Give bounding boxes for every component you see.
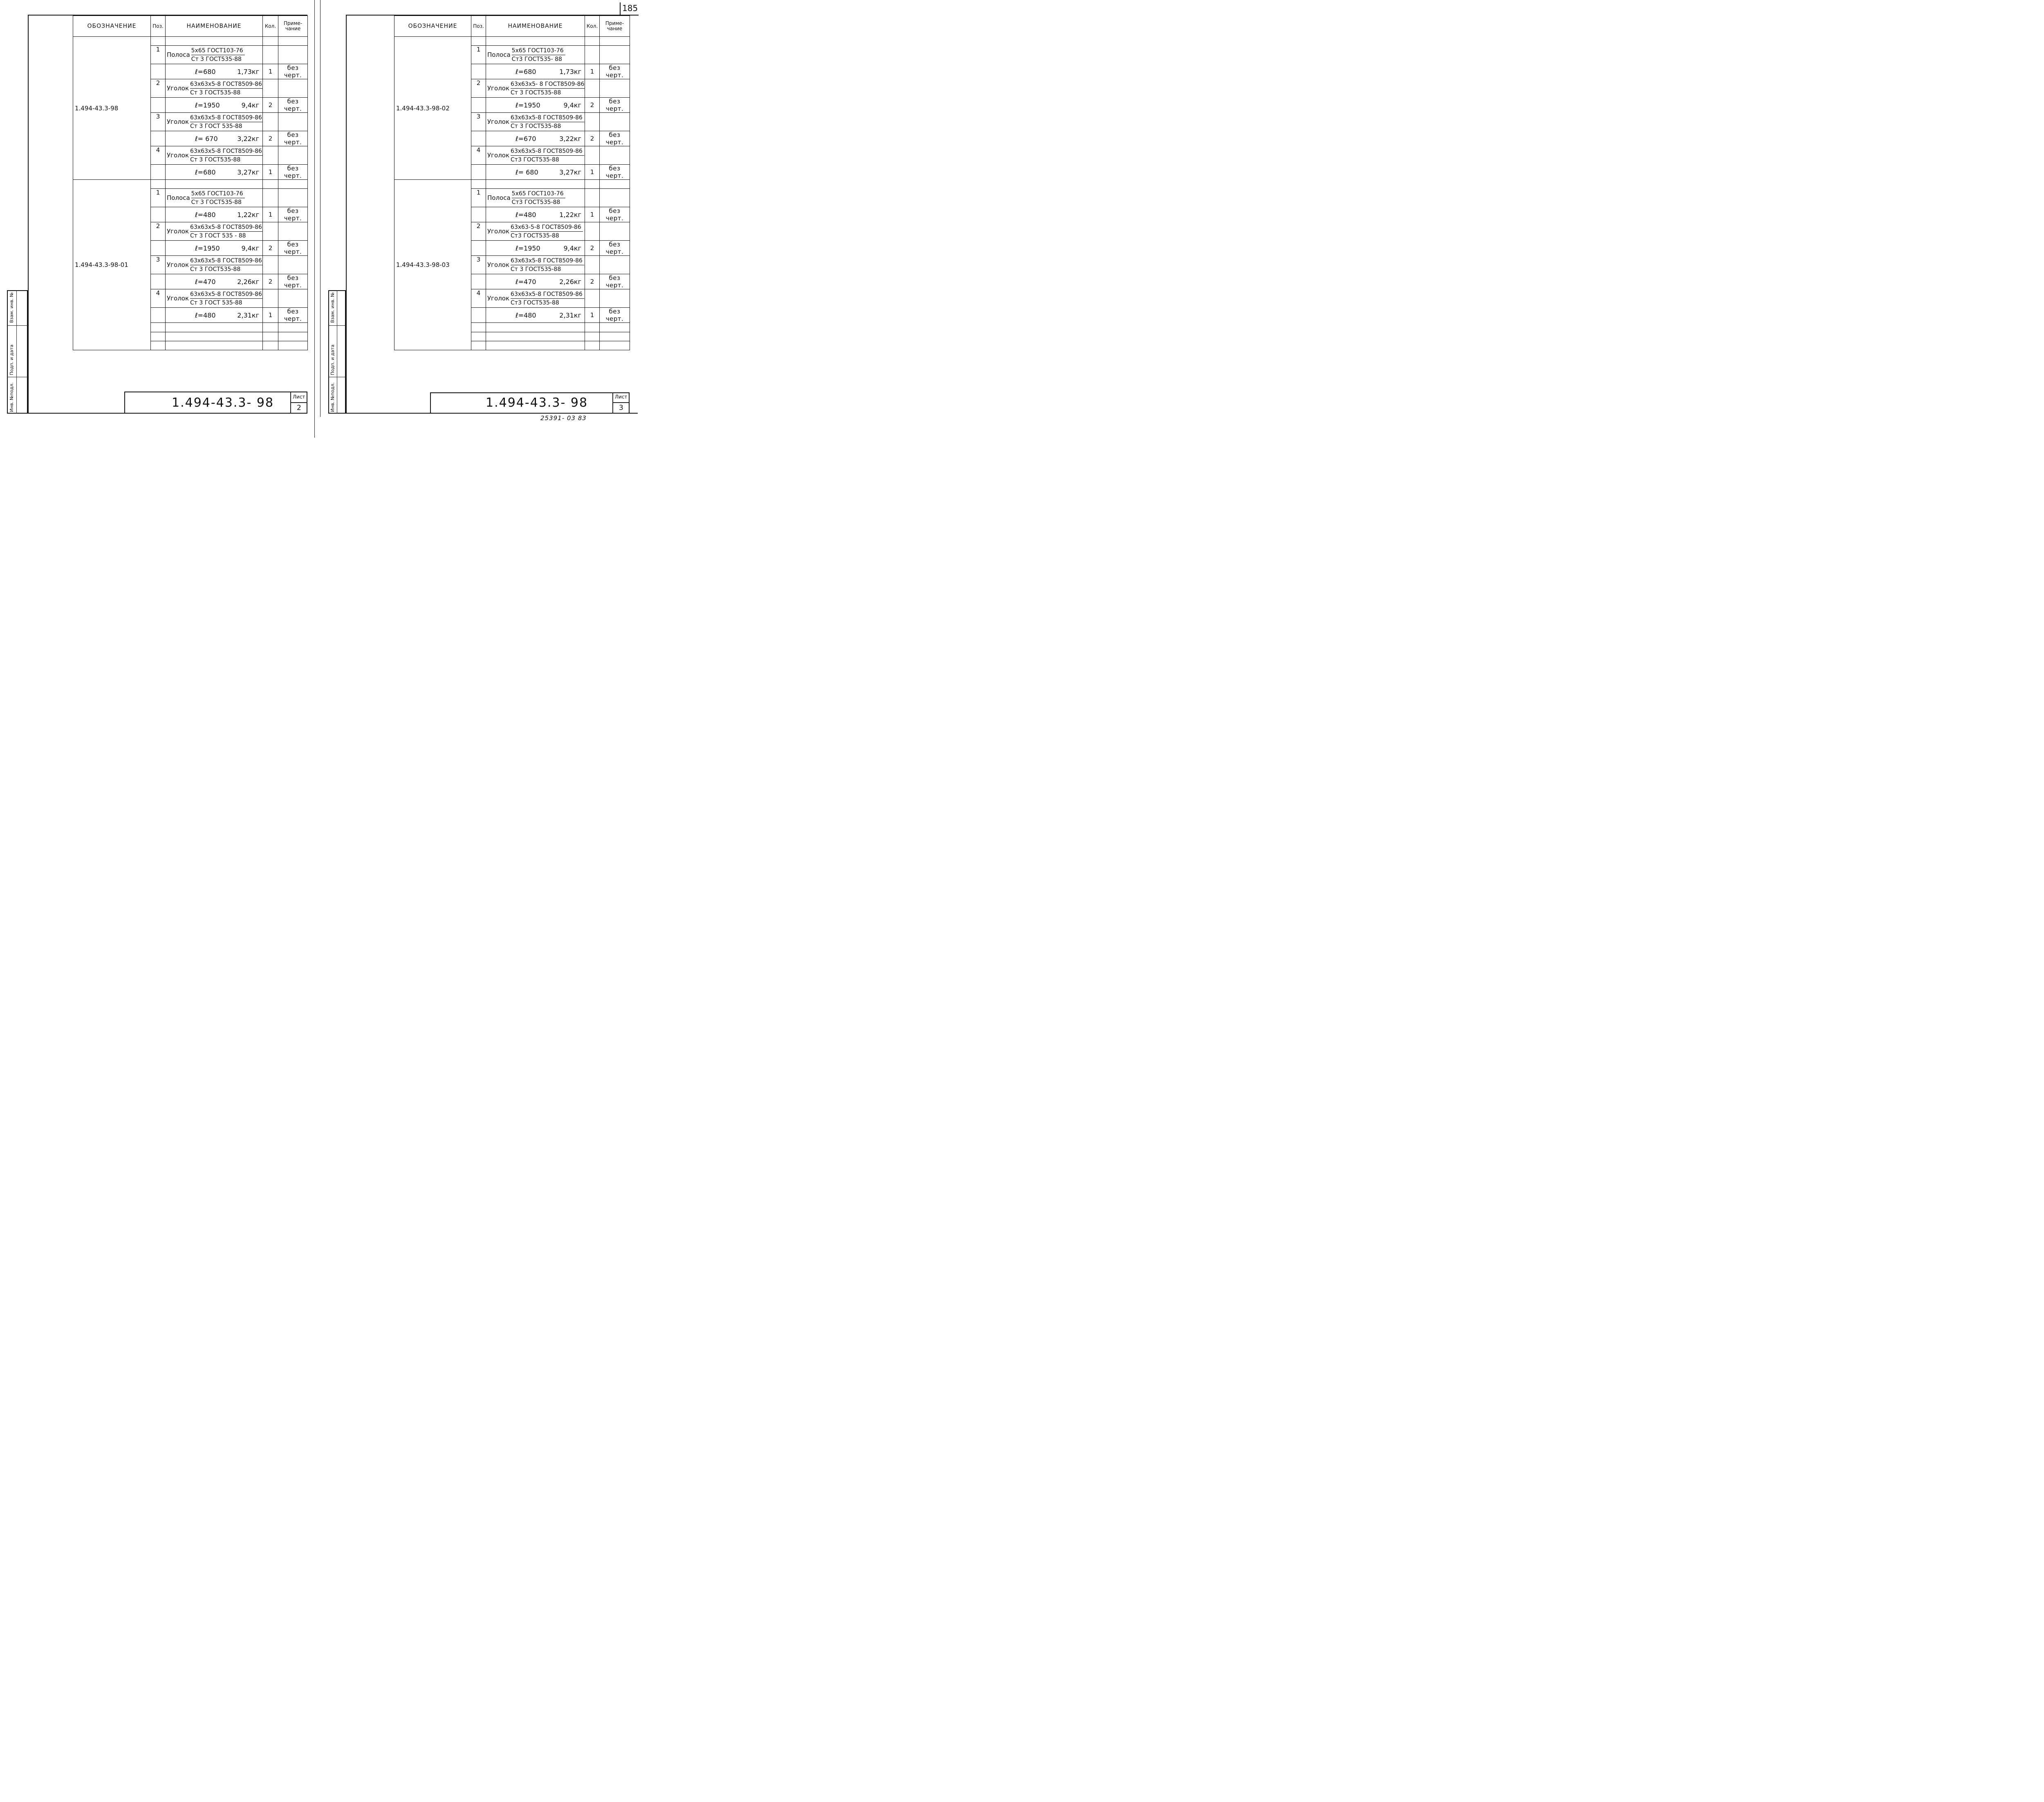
qty-cell: 2 <box>263 274 278 289</box>
name-cell <box>486 256 585 274</box>
side-label-sign-date-2: Подп. и дата <box>330 345 335 375</box>
pos-cell: 2 <box>471 79 486 98</box>
item-length: ℓ=680 <box>195 168 216 176</box>
name-fraction <box>166 79 262 97</box>
item-spec-top: 5х65 ГОСТ103-76 <box>512 190 565 198</box>
item-spec-bottom: Ст 3 ГОСТ535-88 <box>190 89 241 96</box>
item-name: Уголок <box>167 261 189 269</box>
item-length: ℓ=480 <box>195 311 216 319</box>
item-name: Уголок <box>167 152 189 159</box>
item-mass: 3,22кг <box>559 134 581 143</box>
item-length: ℓ=480 <box>515 311 536 319</box>
name-cell <box>486 189 585 207</box>
note-cell: без черт. <box>278 165 308 180</box>
length-mass-cell <box>166 308 263 323</box>
name-fraction <box>486 79 585 97</box>
item-length: ℓ=470 <box>195 278 216 286</box>
item-spec-bottom: Ст3 ГОСТ535- 88 <box>511 56 562 63</box>
sheet-3-body <box>394 37 630 350</box>
length-mass-cell <box>486 165 585 180</box>
item-mass: 9,4кг <box>563 244 581 252</box>
table-row-blank <box>73 180 308 189</box>
item-spec-top: 63х63х5-8 ГОСТ8509-86 <box>511 257 584 265</box>
designation-cell: 1.494-43.3-98 <box>73 37 151 180</box>
sheet-number-3: 3 <box>619 404 623 412</box>
length-mass-cell <box>486 64 585 79</box>
name-fraction <box>486 46 585 64</box>
side-label-replace-inv: Взам. инв. № <box>9 292 14 323</box>
length-mass-cell <box>486 274 585 289</box>
name-cell <box>166 189 263 207</box>
item-spec-top: 63х63х5- 8 ГОСТ8509-86 <box>511 80 585 89</box>
item-spec-top: 63х63-5-8 ГОСТ8509-86 <box>511 223 583 232</box>
qty-cell: 1 <box>585 308 600 323</box>
item-spec <box>511 147 584 164</box>
name-fraction <box>166 189 262 207</box>
name-fraction <box>166 222 262 240</box>
item-length: ℓ= 680 <box>515 168 538 176</box>
item-spec-bottom: Ст 3 ГОСТ 535-88 <box>190 123 242 130</box>
item-spec-top: 63х63х5-8 ГОСТ8509-86 <box>190 257 262 265</box>
note-cell: без черт. <box>278 274 308 289</box>
length-mass-cell <box>166 274 263 289</box>
name-fraction <box>166 256 262 274</box>
pos-cell: 3 <box>151 113 166 131</box>
pos-cell: 3 <box>471 113 486 131</box>
page-number: 185 <box>622 3 638 13</box>
item-spec-bottom: Ст 3 ГОСТ535-88 <box>511 266 561 273</box>
name-cell <box>486 79 585 98</box>
item-spec-bottom: Ст 3 ГОСТ535-88 <box>511 89 561 96</box>
qty-cell: 2 <box>263 98 278 113</box>
table-row-blank <box>394 37 630 46</box>
item-spec <box>190 147 262 164</box>
item-spec <box>191 190 245 206</box>
name-cell <box>486 146 585 165</box>
header-name: НАИМЕНОВАНИЕ <box>486 16 585 37</box>
name-cell <box>166 79 263 98</box>
qty-cell: 1 <box>585 207 600 222</box>
item-spec-top: 63х63х5-8 ГОСТ8509-86 <box>511 147 584 156</box>
item-mass: 1,22кг <box>237 210 259 219</box>
item-spec-bottom: Ст3 ГОСТ535-88 <box>511 299 559 306</box>
qty-cell: 1 <box>585 165 600 180</box>
item-spec-top: 63х63х5-8 ГОСТ8509-86 <box>511 290 584 299</box>
pos-cell: 3 <box>151 256 166 274</box>
name-fraction <box>166 289 262 307</box>
note-cell: без черт. <box>600 64 630 79</box>
doc-code-sheet-2: 1.494-43.3- 98 <box>172 396 274 410</box>
spec-table-sheet-3 <box>394 16 630 350</box>
item-mass: 3,27кг <box>237 168 259 176</box>
length-mass-cell <box>166 165 263 180</box>
pos-cell: 1 <box>151 46 166 64</box>
header-qty: Кол. <box>263 16 278 37</box>
item-spec-bottom: Ст 3 ГОСТ 535-88 <box>190 299 242 306</box>
header-note <box>278 16 308 37</box>
item-length: ℓ=480 <box>515 210 536 219</box>
header-note-line1: Приме- <box>283 20 303 26</box>
item-spec-top: 63х63х5-8 ГОСТ8509-86 <box>190 223 262 232</box>
item-name: Уголок <box>487 85 510 92</box>
qty-cell: 2 <box>585 274 600 289</box>
item-spec <box>511 257 584 273</box>
item-spec-top: 63х63х5-8 ГОСТ8509-86 <box>190 80 262 89</box>
length-mass-cell <box>166 64 263 79</box>
qty-cell: 1 <box>263 165 278 180</box>
header-name: НАИМЕНОВАНИЕ <box>166 16 263 37</box>
table-row-blank <box>394 180 630 189</box>
item-spec-bottom: Ст 3 ГОСТ535-88 <box>191 56 242 63</box>
item-spec-bottom: Ст 3 ГОСТ535-88 <box>190 266 241 273</box>
item-spec-top: 5х65 ГОСТ103-76 <box>512 47 565 55</box>
side-label-sign-date: Подп. и дата <box>9 345 14 375</box>
item-mass: 2,31кг <box>237 311 259 319</box>
name-fraction <box>486 289 585 307</box>
item-name: Уголок <box>487 261 510 269</box>
header-note-line2: чание <box>285 26 301 31</box>
name-cell <box>486 113 585 131</box>
side-label-inv-orig: Инв. №подл. <box>9 382 14 412</box>
qty-cell: 2 <box>263 241 278 256</box>
item-name: Полоса <box>487 194 511 202</box>
header-pos: Поз. <box>151 16 166 37</box>
item-mass: 2,26кг <box>559 278 581 286</box>
qty-cell: 1 <box>263 207 278 222</box>
item-length: ℓ=1950 <box>515 244 540 252</box>
item-spec <box>190 290 262 307</box>
item-mass: 9,4кг <box>241 244 259 252</box>
item-length: ℓ=680 <box>515 67 536 76</box>
header-note-line2: чание <box>607 26 623 31</box>
note-cell: без черт. <box>600 165 630 180</box>
note-cell: без черт. <box>278 131 308 146</box>
item-spec <box>511 114 584 130</box>
length-mass-cell <box>486 308 585 323</box>
doc-code-sheet-3: 1.494-43.3- 98 <box>486 396 588 410</box>
item-spec <box>190 257 262 273</box>
item-name: Полоса <box>487 51 511 59</box>
item-length: ℓ=1950 <box>195 101 220 109</box>
item-mass: 2,26кг <box>237 278 259 286</box>
item-spec-bottom: Ст 3 ГОСТ535-88 <box>190 156 241 163</box>
sheet-number-2: 2 <box>297 404 301 412</box>
pos-cell: 4 <box>471 146 486 165</box>
designation-cell: 1.494-43.3-98-01 <box>73 180 151 350</box>
note-cell: без черт. <box>278 308 308 323</box>
item-spec-top: 63х63х5-8 ГОСТ8509-86 <box>190 114 262 122</box>
qty-cell: 2 <box>585 241 600 256</box>
item-length: ℓ=480 <box>195 210 216 219</box>
side-label-inv-orig-2: Инв. №подл. <box>330 382 335 412</box>
header-designation: ОБОЗНАЧЕНИЕ <box>394 16 471 37</box>
length-mass-cell <box>486 241 585 256</box>
name-fraction <box>486 256 585 274</box>
length-mass-cell <box>486 98 585 113</box>
header-note <box>600 16 630 37</box>
sheet-label-3: Лист <box>615 394 628 400</box>
pos-cell: 2 <box>151 79 166 98</box>
item-name: Уголок <box>167 295 189 302</box>
spec-table-sheet-2 <box>73 16 308 350</box>
name-cell <box>166 222 263 241</box>
item-name: Уголок <box>487 118 510 126</box>
note-cell: без черт. <box>278 207 308 222</box>
name-fraction <box>486 189 585 207</box>
name-cell <box>166 256 263 274</box>
item-spec-bottom: Ст 3 ГОСТ535-88 <box>191 199 242 206</box>
item-name: Уголок <box>167 228 189 235</box>
pos-cell: 4 <box>151 289 166 308</box>
header-designation: ОБОЗНАЧЕНИЕ <box>73 16 151 37</box>
item-mass: 9,4кг <box>241 101 259 109</box>
archive-number: 25391- 03 83 <box>540 414 587 422</box>
item-mass: 2,31кг <box>559 311 581 319</box>
name-fraction <box>486 146 585 164</box>
item-spec-top: 63х63х5-8 ГОСТ8509-86 <box>511 114 584 122</box>
header-note-line1: Приме- <box>605 20 624 26</box>
item-spec-bottom: Ст 3 ГОСТ 535 - 88 <box>190 232 246 239</box>
sheet-divider <box>314 0 315 438</box>
qty-cell: 2 <box>263 131 278 146</box>
designation-cell: 1.494-43.3-98-03 <box>394 180 471 350</box>
item-spec <box>511 223 583 240</box>
note-cell: без черт. <box>600 98 630 113</box>
item-spec-bottom: Ст3 ГОСТ535-88 <box>511 156 559 163</box>
item-length: ℓ=470 <box>515 278 536 286</box>
qty-cell: 2 <box>585 131 600 146</box>
note-cell: без черт. <box>278 98 308 113</box>
item-spec <box>190 114 262 130</box>
item-spec <box>191 47 245 63</box>
item-name: Полоса <box>167 194 190 202</box>
name-fraction <box>486 222 585 240</box>
item-name: Полоса <box>167 51 190 59</box>
sheet-label-2: Лист <box>293 394 305 400</box>
item-mass: 3,27кг <box>559 168 581 176</box>
item-length: ℓ=670 <box>515 134 536 143</box>
pos-cell: 4 <box>151 146 166 165</box>
item-spec-bottom: Ст3 ГОСТ535-88 <box>511 199 560 206</box>
length-mass-cell <box>166 98 263 113</box>
item-mass: 3,22кг <box>237 134 259 143</box>
item-spec <box>190 223 262 240</box>
name-cell <box>166 113 263 131</box>
qty-cell: 1 <box>263 308 278 323</box>
item-spec-top: 5х65 ГОСТ103-76 <box>191 47 245 55</box>
item-spec <box>512 190 565 206</box>
note-cell: без черт. <box>278 241 308 256</box>
note-cell: без черт. <box>600 207 630 222</box>
length-mass-cell <box>486 207 585 222</box>
item-spec-top: 63х63х5-8 ГОСТ8509-86 <box>190 147 262 156</box>
qty-cell: 1 <box>263 64 278 79</box>
pos-cell: 2 <box>151 222 166 241</box>
name-cell <box>486 46 585 64</box>
name-cell <box>486 289 585 308</box>
header-qty: Кол. <box>585 16 600 37</box>
qty-cell: 2 <box>585 98 600 113</box>
item-name: Уголок <box>167 85 189 92</box>
note-cell: без черт. <box>600 131 630 146</box>
side-label-replace-inv-2: Взам. инв. № <box>330 292 335 323</box>
header-pos: Поз. <box>471 16 486 37</box>
pos-cell: 1 <box>151 189 166 207</box>
pos-cell: 1 <box>471 46 486 64</box>
length-mass-cell <box>166 131 263 146</box>
name-fraction <box>166 46 262 64</box>
length-mass-cell <box>166 241 263 256</box>
item-length: ℓ=680 <box>195 67 216 76</box>
length-mass-cell <box>486 131 585 146</box>
item-spec <box>512 47 565 63</box>
pos-cell: 1 <box>471 189 486 207</box>
note-cell: без черт. <box>600 274 630 289</box>
item-length: ℓ=1950 <box>195 244 220 252</box>
item-spec-top: 63х63х5-8 ГОСТ8509-86 <box>190 290 262 299</box>
name-fraction <box>166 113 262 131</box>
item-name: Уголок <box>487 228 510 235</box>
item-mass: 9,4кг <box>563 101 581 109</box>
name-fraction <box>486 113 585 131</box>
item-spec-top: 5х65 ГОСТ103-76 <box>191 190 245 198</box>
item-spec <box>190 80 262 97</box>
name-fraction <box>166 146 262 164</box>
item-spec <box>511 290 584 307</box>
item-name: Уголок <box>487 152 510 159</box>
pos-cell: 3 <box>471 256 486 274</box>
name-cell <box>166 146 263 165</box>
table-row-blank <box>73 37 308 46</box>
item-mass: 1,22кг <box>559 210 581 219</box>
note-cell: без черт. <box>600 308 630 323</box>
pos-cell: 2 <box>471 222 486 241</box>
note-cell: без черт. <box>278 64 308 79</box>
qty-cell: 1 <box>585 64 600 79</box>
item-name: Уголок <box>487 295 510 302</box>
name-cell <box>166 46 263 64</box>
name-cell <box>166 289 263 308</box>
item-length: ℓ= 670 <box>195 134 218 143</box>
item-spec-bottom: Ст3 ГОСТ535-88 <box>511 232 559 239</box>
item-name: Уголок <box>167 118 189 126</box>
name-cell <box>486 222 585 241</box>
item-length: ℓ=1950 <box>515 101 540 109</box>
designation-cell: 1.494-43.3-98-02 <box>394 37 471 180</box>
length-mass-cell <box>166 207 263 222</box>
item-spec <box>511 80 585 97</box>
note-cell: без черт. <box>600 241 630 256</box>
item-spec-bottom: Ст 3 ГОСТ535-88 <box>511 123 561 130</box>
sheet-2-body <box>73 37 308 350</box>
pos-cell: 4 <box>471 289 486 308</box>
item-mass: 1,73кг <box>559 67 581 76</box>
item-mass: 1,73кг <box>237 67 259 76</box>
